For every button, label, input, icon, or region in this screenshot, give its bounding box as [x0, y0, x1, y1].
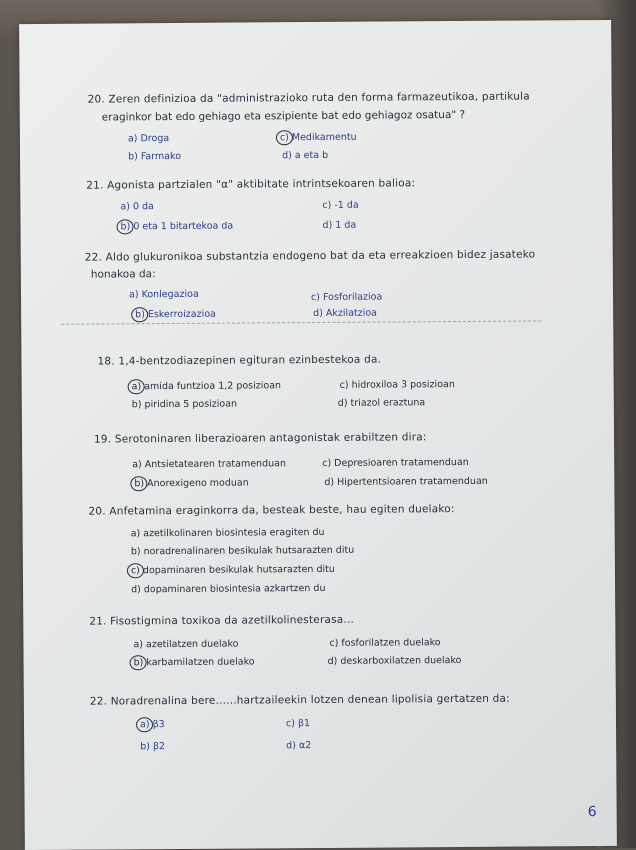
- answer-circle: [130, 476, 147, 491]
- section-divider: [61, 320, 541, 324]
- question-stem: 21. Agonista partzialen "α" aktibitate intrintsekoaren balioa:: [86, 177, 416, 192]
- option-c: c) Medikamentu: [280, 132, 357, 144]
- option-b: b) Eskerroizazioa: [135, 309, 216, 321]
- question-stem: 22. Aldo glukuronikoa substantzia endogeno bat da eta erreakzioen bidez jasateko: [84, 248, 536, 264]
- answer-circle: [136, 717, 153, 732]
- question-stem: 19. Serotoninaren liberazioaren antagonistak erabiltzen dira:: [93, 431, 427, 446]
- option-d: d) Hipertentsioaren tratamenduan: [324, 475, 488, 488]
- option-d: d) 1 da: [322, 219, 357, 231]
- question-stem: 18. 1,4-bentzodiazepinen egituran ezinbestekoa da.: [97, 353, 382, 368]
- answer-circle: [131, 307, 148, 322]
- question-20: [22, 502, 614, 596]
- question-18: [21, 352, 613, 411]
- option-d: d) triazol eraztuna: [337, 397, 426, 409]
- option-a: a) 0 da: [120, 201, 154, 213]
- question-20-top: [20, 90, 612, 163]
- option-b: b) 0 eta 1 bitartekoa da: [121, 221, 234, 233]
- option-b: b) Anorexigeno moduan: [134, 477, 248, 489]
- option-b: b) karbamilatzen duelako: [134, 656, 255, 668]
- option-d: d) a eta b: [282, 149, 329, 162]
- option-b: b) piridina 5 posizioan: [131, 398, 238, 411]
- option-c: c) β1: [285, 718, 311, 730]
- option-d: d) Akzilatzioa: [313, 307, 378, 320]
- option-b: b) β2: [140, 741, 166, 753]
- question-19: [22, 430, 614, 490]
- option-a: a) amida funtzioa 1,2 posizioan: [132, 380, 281, 392]
- option-c: c) Depresioaren tratamenduan: [322, 456, 469, 469]
- answer-circle: [116, 219, 133, 234]
- answer-circle: [128, 379, 145, 394]
- option-c: c) hidroxiloa 3 posizioan: [339, 379, 455, 391]
- option-c: c) fosforilatzen duelako: [329, 637, 441, 649]
- option-a: a) Droga: [127, 133, 170, 145]
- page-number: 6: [587, 804, 597, 821]
- option-b: b) noradrenalinaren besikulak hutsarazten ditu: [130, 544, 355, 558]
- option-a: a) Konlegazioa: [128, 288, 199, 301]
- option-b: b) Farmako: [128, 150, 182, 163]
- question-21: [23, 612, 615, 669]
- question-stem: 20. Zeren definizioa da "administrazioko ruta den forma farmazeutikoa, partikula: [87, 90, 530, 106]
- question-stem: 22. Noradrenalina bere......hartzaileekin lotzen denean lipolisia gertatzen da:: [89, 692, 510, 708]
- answer-circle: [127, 563, 144, 578]
- question-22: [24, 692, 616, 753]
- option-a: a) azetilkolinaren biosintesia eragiten du: [130, 526, 325, 540]
- question-22-top: [21, 248, 613, 321]
- option-a: a) Antsietatearen tratamenduan: [132, 458, 287, 471]
- option-c: c) dopaminaren besikulak hutsarazten ditu: [131, 564, 335, 576]
- option-d: d) dopaminaren biosintesia azkartzen du: [131, 582, 326, 596]
- question-21-top: [20, 176, 612, 233]
- option-d: d) deskarboxilatzen duelako: [327, 655, 462, 667]
- question-stem: 21. Fisostigmina toxikoa da azetilkolinesterasa...: [89, 613, 355, 628]
- option-d: d) α2: [286, 740, 312, 752]
- option-c: c) Fosforilazioa: [311, 291, 383, 304]
- exam-sheet: [19, 20, 617, 850]
- option-a: a) β3: [140, 719, 165, 730]
- answer-circle: [130, 655, 147, 670]
- question-stem-cont: honakoa da:: [90, 268, 156, 281]
- option-c: c) -1 da: [322, 199, 359, 211]
- question-stem-cont: eraginkor bat edo gehiago eta eszipiente bat edo gehiagoz osatua" ?: [101, 108, 466, 124]
- question-stem: 20. Anfetamina eraginkorra da, besteak beste, hau egiten duelako:: [88, 503, 455, 518]
- option-a: a) azetilatzen duelako: [133, 638, 239, 651]
- answer-circle: [276, 130, 293, 145]
